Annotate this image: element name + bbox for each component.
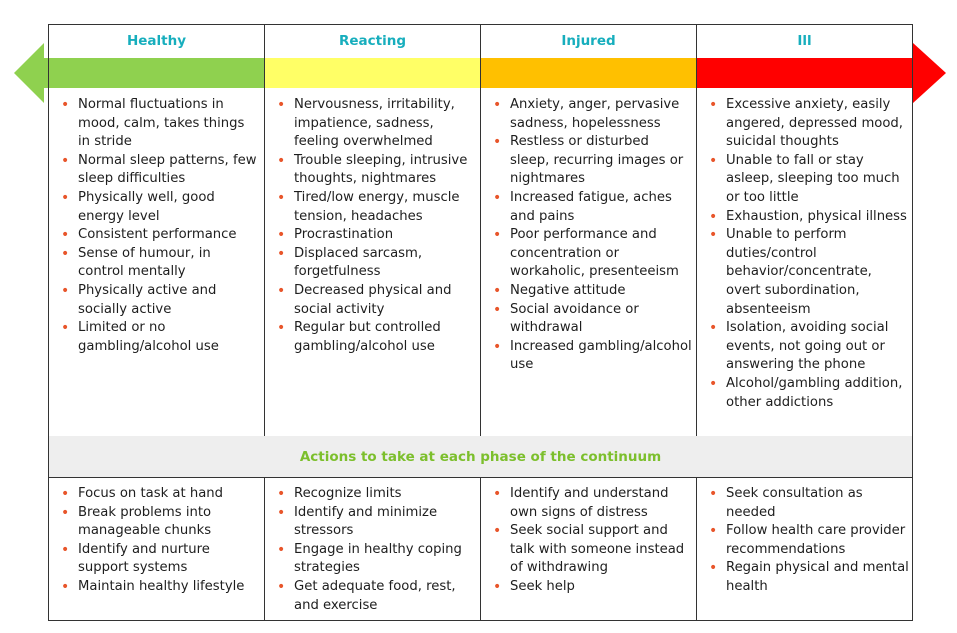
list-item: • Seek consultation as needed [706, 485, 910, 522]
actions-heading: Actions to take at each phase of the continuum [49, 436, 912, 477]
list-item: • Seek help [490, 578, 692, 597]
list-item: • Physically active and socially active [58, 282, 258, 319]
actions-ill [706, 485, 910, 597]
list-item: • Normal sleep patterns, few sleep difficulties [58, 152, 258, 189]
symptoms-injured [490, 96, 692, 375]
actions-reacting [274, 485, 476, 615]
list-item: • Sense of humour, in control mentally [58, 245, 258, 282]
actions-healthy [58, 485, 258, 597]
list-item: • Engage in healthy coping strategies [274, 541, 476, 578]
symptoms-reacting [274, 96, 476, 356]
column-heading-ill: Ill [797, 32, 812, 49]
list-item: • Unable to perform duties/control behavior/concentrate, overt subordination, absenteeism [706, 226, 910, 319]
list-item: • Regain physical and mental health [706, 559, 910, 596]
list-item: • Nervousness, irritability, impatience, sadness, feeling overwhelmed [274, 96, 476, 152]
actions-injured [490, 485, 692, 597]
list-item: • Procrastination [274, 226, 476, 245]
list-item: • Normal fluctuations in mood, calm, takes things in stride [58, 96, 258, 152]
list-item: • Decreased physical and social activity [274, 282, 476, 319]
symptoms-healthy [58, 96, 258, 356]
column-heading-healthy: Healthy [126, 32, 187, 49]
list-item: • Get adequate food, rest, and exercise [274, 578, 476, 615]
list-item: • Anxiety, anger, pervasive sadness, hopelessness [490, 96, 692, 133]
column-divider [696, 24, 697, 436]
list-item: • Social avoidance or withdrawal [490, 301, 692, 338]
list-item: • Increased gambling/alcohol use [490, 338, 692, 375]
symptoms-ill [706, 96, 910, 412]
list-item: • Limited or no gambling/alcohol use [58, 319, 258, 356]
list-item: • Focus on task at hand [58, 485, 258, 504]
column-divider [696, 477, 697, 621]
list-item: • Exhaustion, physical illness [706, 208, 910, 227]
list-item: • Unable to fall or stay asleep, sleeping too much or too little [706, 152, 910, 208]
list-item: • Displaced sarcasm, forgetfulness [274, 245, 476, 282]
row-divider [48, 477, 913, 478]
list-item: • Follow health care provider recommendations [706, 522, 910, 559]
list-item: • Regular but controlled gambling/alcohol use [274, 319, 476, 356]
list-item: • Tired/low energy, muscle tension, headaches [274, 189, 476, 226]
list-item: • Seek social support and talk with someone instead of withdrawing [490, 522, 692, 578]
column-divider [480, 24, 481, 436]
list-item: • Maintain healthy lifestyle [58, 578, 258, 597]
list-item: • Break problems into manageable chunks [58, 504, 258, 541]
list-item: • Restless or disturbed sleep, recurring images or nightmares [490, 133, 692, 189]
column-heading-injured: Injured [561, 32, 616, 49]
list-item: • Alcohol/gambling addition, other addictions [706, 375, 910, 412]
list-item: • Identify and understand own signs of distress [490, 485, 692, 522]
list-item: • Physically well, good energy level [58, 189, 258, 226]
list-item: • Trouble sleeping, intrusive thoughts, nightmares [274, 152, 476, 189]
column-divider [264, 24, 265, 436]
list-item: • Consistent performance [58, 226, 258, 245]
list-item: • Negative attitude [490, 282, 692, 301]
list-item: • Isolation, avoiding social events, not going out or answering the phone [706, 319, 910, 375]
list-item: • Increased fatigue, aches and pains [490, 189, 692, 226]
list-item: • Poor performance and concentration or workaholic, presenteeism [490, 226, 692, 282]
list-item: • Identify and nurture support systems [58, 541, 258, 578]
list-item: • Identify and minimize stressors [274, 504, 476, 541]
list-item: • Excessive anxiety, easily angered, depressed mood, suicidal thoughts [706, 96, 910, 152]
column-divider [480, 477, 481, 621]
column-heading-reacting: Reacting [338, 32, 407, 49]
column-divider [264, 477, 265, 621]
list-item: • Recognize limits [274, 485, 476, 504]
